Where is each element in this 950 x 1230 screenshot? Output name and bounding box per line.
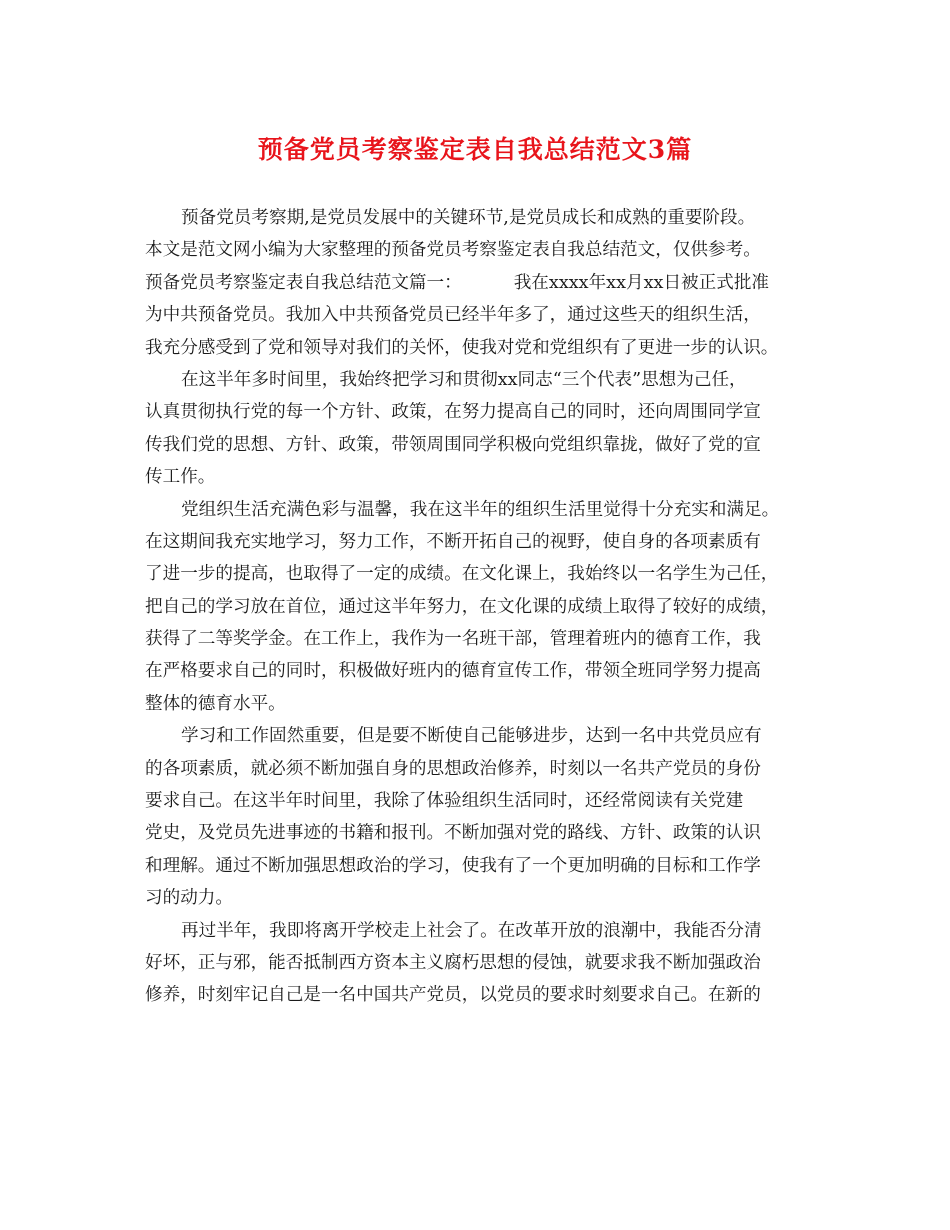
- text-segment: 我在xxxx年xx月xx日被正式批准: [513, 272, 770, 293]
- text-segment: 预备党员考察鉴定表自我总结范文篇一：: [145, 272, 462, 293]
- text-line: 在这半年多时间里，我始终把学习和贯彻xx同志“三个代表”思想为己任，: [181, 369, 747, 390]
- text-line: 我充分感受到了党和领导对我们的关怀，使我对党和党组织有了更进一步的认识。: [145, 337, 779, 358]
- text-line: 认真贯彻执行党的每一个方针、政策，在努力提高自己的同时，还向周围同学宣: [145, 402, 761, 423]
- text-line: 本文是范文网小编为大家整理的预备党员考察鉴定表自我总结范文，仅供参考。: [145, 240, 761, 261]
- text-line: 好坏，正与邪，能否抵制西方资本主义腐朽思想的侵蚀，就要求我不断加强政治: [145, 952, 761, 973]
- document-body: [145, 202, 809, 1012]
- text-line: 党组织生活充满色彩与温馨，我在这半年的组织生活里觉得十分充实和满足。: [181, 499, 780, 520]
- text-line: 获得了二等奖学金。在工作上，我作为一名班干部，管理着班内的德育工作，我: [145, 629, 761, 650]
- text-line: 学习和工作固然重要，但是要不断使自己能够进步，达到一名中共党员应有: [181, 726, 762, 747]
- text-line: 习的动力。: [145, 888, 233, 909]
- text-line: [145, 267, 809, 299]
- text-line: 把自己的学习放在首位，通过这半年努力，在文化课的成绩上取得了较好的成绩，: [145, 596, 779, 617]
- text-line: 的各项素质，就必须不断加强自身的思想政治修养，时刻以一名共产党员的身份: [145, 758, 761, 779]
- text-line: 预备党员考察期,是党员发展中的关键环节,是党员成长和成熟的重要阶段。: [181, 208, 756, 228]
- document-title: 预备党员考察鉴定表自我总结范文3篇: [257, 135, 693, 164]
- text-line: 在严格要求自己的同时，积极做好班内的德育宣传工作，带领全班同学努力提高: [145, 661, 761, 682]
- text-line: 要求自己。在这半年时间里，我除了体验组织生活同时，还经常阅读有关党建: [145, 791, 744, 812]
- text-line: 了进一步的提高，也取得了一定的成绩。在文化课上，我始终以一名学生为己任，: [145, 564, 779, 585]
- text-line: 整体的德育水平。: [145, 693, 286, 714]
- text-line: 传工作。: [145, 467, 216, 488]
- text-line: 党史，及党员先进事迹的书籍和报刊。不断加强对党的路线、方针、政策的认识: [145, 823, 761, 844]
- text-line: 和理解。通过不断加强思想政治的学习，使我有了一个更加明确的目标和工作学: [145, 855, 761, 876]
- text-line: 再过半年，我即将离开学校走上社会了。在改革开放的浪潮中，我能否分清: [181, 920, 762, 941]
- text-line: 修养，时刻牢记自己是一名中国共产党员，以党员的要求时刻要求自己。在新的: [145, 985, 761, 1006]
- text-line: 在这期间我充实地学习，努力工作，不断开拓自己的视野，使自身的各项素质有: [145, 531, 761, 552]
- text-line: 传我们党的思想、方针、政策，带领周围同学积极向党组织靠拢，做好了党的宣: [145, 434, 761, 455]
- text-line: 为中共预备党员。我加入中共预备党员已经半年多了，通过这些天的组织生活，: [145, 305, 761, 326]
